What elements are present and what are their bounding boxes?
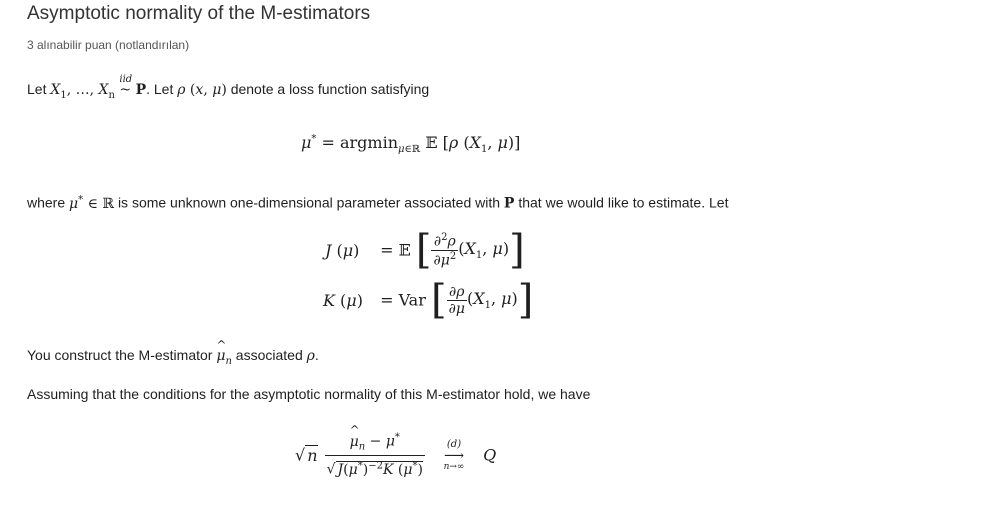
points-label: 3 alınabilir puan (notlandırılan) [27,38,190,52]
var-text: Var [398,290,426,310]
convergence-equation: √ n ^ $\frac{\mu_n - \mu^*}{√ J(\mu^*)^{-2}K (\mu^*)}$ (d) ⟶ n→∞ Q [295,432,496,478]
mu-star-in-r: μ* ∈ ℝ [69,194,115,212]
paragraph-construct: You construct the M-estimator ^ $\mu_n$ associated ρ. [27,345,319,372]
paragraph-where [27,190,728,214]
rho-symbol: ρ [306,348,315,364]
limit-q: Q [483,445,497,465]
rho-formula: ρ (x, μ) [177,82,227,98]
problem-page [27,0,977,517]
construct-text: You construct the M-estimator [27,347,213,363]
sample-formula: $X_1$, …, $X_n$ iid ~ P [50,74,147,101]
mu-hat-n: ^ $\mu_n$ [216,348,232,364]
estimate-text: that we would like to estimate. Let [518,194,729,211]
paragraph-assuming [27,384,590,404]
loss-function-text: denote a loss function satisfying [230,81,430,97]
page-title: Asymptotic normality of the M-estimators [27,3,371,24]
associated-text: associated [235,347,303,363]
let-text: Let [27,81,47,97]
p-symbol: P [503,195,515,212]
arrow-label-d: (d) [446,438,462,450]
let-rho-text: . Let [146,81,174,97]
arrow-label-n: n→∞ [443,461,465,472]
j-equation: J (μ) = 𝔼 [ $\frac{\partial^2\rho}{\partial\mu^2}$ ($X_1$, μ)] [325,227,525,273]
argmin-equation: μ* = argmin$_{\mu\in ℝ}$ 𝔼 [ρ ($X_1$, μ)] [301,133,521,156]
convergence-arrow: (d) ⟶ n→∞ [434,439,474,472]
parameter-text: is some unknown one-dimensional parameter associated with [117,194,501,211]
assuming-text: Assuming that the conditions for the asymptotic normality of this M-estimator hold, we have [27,386,591,402]
argmin-text: argmin [339,133,399,152]
k-equation: K (μ) = Var [ $\frac{\partial\rho}{\partial\mu}$ ($X_1$, μ)] [323,277,534,323]
where-text: where [27,194,66,211]
paragraph-let-x [27,74,430,106]
